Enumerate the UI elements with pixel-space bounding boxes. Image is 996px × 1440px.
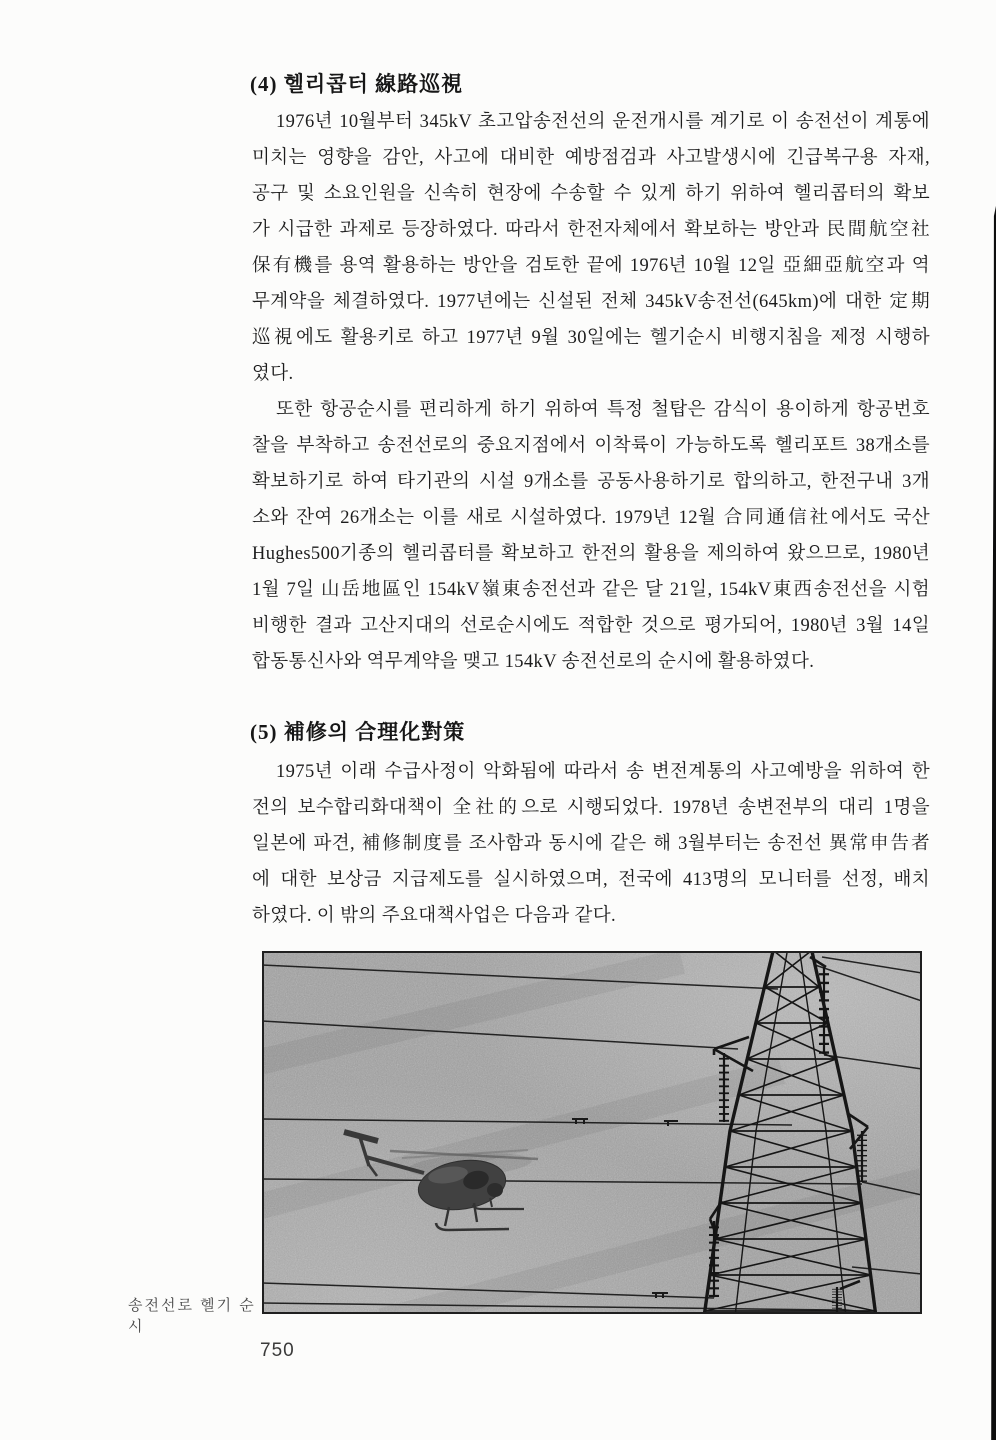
text-line: 또한 항공순시를 편리하게 하기 위하여 특정 철탑은 감식이 용이하게 항공번호 bbox=[276, 400, 930, 420]
photo-figure bbox=[262, 951, 922, 1314]
text-line: 일본에 파견, 補修制度를 조사함과 동시에 같은 해 3월부터는 송전선 異常申告者 bbox=[252, 834, 930, 854]
section-4-body bbox=[252, 104, 930, 680]
text-line: 공구 및 소요인원을 신속히 현장에 수송할 수 있게 하기 위하여 헬리콥터의 확보 bbox=[252, 184, 930, 204]
photo-caption: 송전선로 헬기 순시 bbox=[128, 1297, 256, 1335]
text-line: 찰을 부착하고 송전선로의 중요지점에서 이착륙이 가능하도록 헬리포트 38개소를 bbox=[252, 436, 930, 456]
text-line: 1975년 이래 수급사정이 악화됨에 따라서 송 변전계통의 사고예방을 위하여 한 bbox=[276, 762, 930, 782]
text-line: 였다. bbox=[252, 364, 294, 384]
text-line: 가 시급한 과제로 등장하였다. 따라서 한전자체에서 확보하는 방안과 民間航空社 bbox=[252, 220, 930, 240]
page-number: 750 bbox=[260, 1340, 295, 1361]
canopy-window bbox=[487, 1183, 503, 1197]
text-line: 1월 7일 山岳地區인 154kV嶺東송전선과 같은 달 21일, 154kV東西송전선을 시험 bbox=[252, 580, 930, 600]
text-line: 에 대한 보상금 지급제도를 실시하였으며, 전국에 413명의 모니터를 선정, 배치 bbox=[252, 870, 930, 890]
scan-edge-artifact bbox=[988, 0, 996, 1440]
text-line: 무계약을 체결하였다. 1977년에는 신설된 전체 345kV송전선(645km)에 대한 定期 bbox=[252, 292, 930, 312]
text-line: 巡視에도 활용키로 하고 1977년 9월 30일에는 헬기순시 비행지침을 제정 시행하 bbox=[252, 328, 930, 348]
text-line: Hughes500기종의 헬리콥터를 확보하고 한전의 활용을 제의하여 왔으므로, 1980년 bbox=[252, 544, 930, 564]
photo-helicopter-tower bbox=[262, 951, 922, 1314]
section-4-heading: (4) 헬리콥터 線路巡視 bbox=[250, 72, 464, 96]
text-line: 합동통신사와 역무계약을 맺고 154kV 송전선로의 순시에 활용하였다. bbox=[252, 652, 815, 672]
text-line: 전의 보수합리화대책이 全社的으로 시행되었다. 1978년 송변전부의 대리 1명을 bbox=[252, 798, 930, 818]
section-5-body bbox=[252, 754, 930, 934]
text-line: 소와 잔여 26개소는 이를 새로 시설하였다. 1979년 12월 合同通信社에서도 국산 bbox=[252, 508, 930, 528]
text-line: 하였다. 이 밖의 주요대책사업은 다음과 같다. bbox=[252, 906, 617, 926]
section-5-heading: (5) 補修의 合理化對策 bbox=[250, 720, 466, 744]
text-line: 미치는 영향을 감안, 사고에 대비한 예방점검과 사고발생시에 긴급복구용 자재, bbox=[252, 148, 930, 168]
text-line: 확보하기로 하여 타기관의 시설 9개소를 공동사용하기로 합의하고, 한전구내 3개 bbox=[252, 472, 930, 492]
text-line: 비행한 결과 고산지대의 선로순시에도 적합한 것으로 평가되어, 1980년 3월 14일 bbox=[252, 616, 930, 636]
text-line: 1976년 10월부터 345kV 초고압송전선의 운전개시를 계기로 이 송전선이 계통에 bbox=[276, 112, 930, 132]
text-line: 保有機를 용역 활용하는 방안을 검토한 끝에 1976년 10월 12일 亞細亞航空과 역 bbox=[252, 256, 930, 276]
